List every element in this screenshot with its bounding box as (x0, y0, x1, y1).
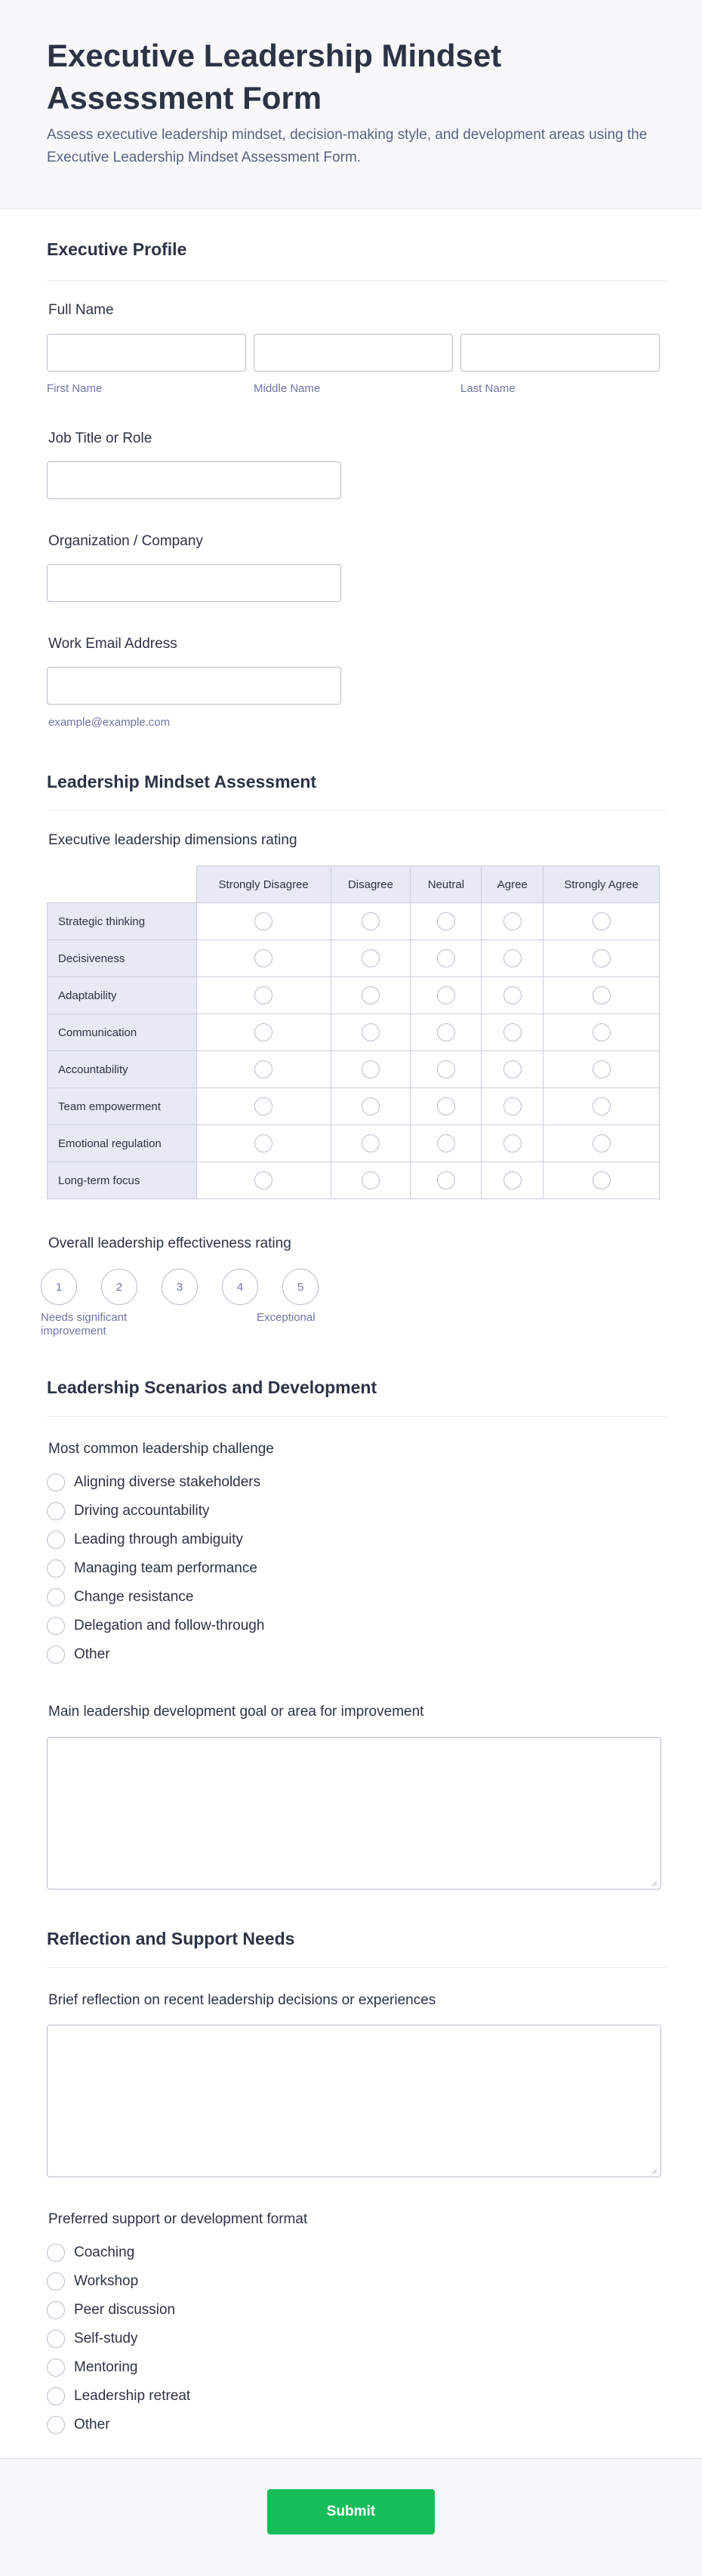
support-option[interactable] (47, 2411, 190, 2439)
rating-option-2[interactable]: 2 (101, 1269, 137, 1305)
matrix-label: Executive leadership dimensions rating (48, 832, 297, 848)
resize-grip-icon[interactable] (650, 2167, 657, 2174)
option-label: Change resistance (74, 1589, 194, 1605)
challenge-option[interactable] (47, 1612, 264, 1640)
matrix-row (48, 977, 660, 1014)
support-option[interactable] (47, 2296, 190, 2325)
option-label: Peer discussion (74, 2302, 176, 2318)
radio-circle[interactable] (47, 1559, 65, 1578)
form-subtitle: Assess executive leadership mindset, decision-making style, and development areas using the Executive Leadership Mindset Assessment Form. (47, 127, 648, 165)
matrix-radio[interactable] (254, 949, 272, 967)
rating-option-5[interactable]: 5 (282, 1269, 319, 1305)
section-header-mindset (47, 754, 667, 811)
challenge-option[interactable] (47, 1583, 264, 1612)
matrix-radio[interactable] (437, 949, 455, 967)
middle-name-sublabel: Middle Name (254, 382, 321, 395)
matrix-cell (482, 903, 543, 940)
matrix-radio[interactable] (254, 1134, 272, 1152)
matrix-radio[interactable] (254, 1171, 272, 1189)
matrix-row-label: Accountability (48, 1051, 197, 1088)
matrix-row-label: Communication (48, 1014, 197, 1051)
matrix-cell (543, 1125, 660, 1162)
matrix-col-agree: Agree (482, 866, 543, 903)
support-option[interactable] (47, 2267, 190, 2296)
matrix-col-strongly-disagree: Strongly Disagree (196, 866, 331, 903)
rating-low-label: Needs significant improvement (41, 1311, 128, 1337)
option-label: Coaching (74, 2244, 135, 2260)
first-name-sublabel: First Name (47, 382, 103, 395)
matrix-cell (196, 1162, 331, 1199)
matrix-radio[interactable] (593, 1097, 611, 1115)
support-option[interactable] (47, 2325, 190, 2353)
matrix-cell (411, 903, 482, 940)
reflection-label: Brief reflection on recent leadership decisions or experiences (48, 1992, 436, 2008)
matrix-cell (331, 903, 411, 940)
last-name-sublabel: Last Name (460, 382, 516, 395)
matrix-cell (482, 1125, 543, 1162)
matrix-row (48, 1162, 660, 1199)
matrix-radio[interactable] (254, 986, 272, 1004)
email-input[interactable] (47, 667, 341, 705)
submit-button[interactable]: Submit (267, 2489, 435, 2534)
matrix-radio[interactable] (503, 1171, 522, 1189)
matrix-radio[interactable] (437, 1023, 455, 1041)
radio-circle[interactable] (47, 2244, 65, 2262)
form-footer (0, 2458, 702, 2576)
matrix-cell (482, 1088, 543, 1125)
matrix-radio[interactable] (593, 1060, 611, 1078)
section-header-scenarios (47, 1359, 667, 1417)
radio-circle[interactable] (47, 1473, 65, 1492)
radio-circle[interactable] (47, 2416, 65, 2434)
matrix-cell (196, 1014, 331, 1051)
option-label: Driving accountability (74, 1503, 210, 1519)
matrix-radio[interactable] (503, 912, 522, 930)
matrix-cell (482, 1162, 543, 1199)
support-option[interactable] (47, 2238, 190, 2267)
resize-grip-icon[interactable] (650, 1879, 657, 1886)
matrix-row (48, 1051, 660, 1088)
matrix-cell (196, 940, 331, 977)
option-label: Leadership retreat (74, 2388, 191, 2404)
matrix-radio[interactable] (437, 986, 455, 1004)
matrix-cell (331, 1088, 411, 1125)
matrix-radio[interactable] (254, 1060, 272, 1078)
radio-circle[interactable] (47, 1617, 65, 1635)
matrix-cell (331, 1051, 411, 1088)
matrix-radio[interactable] (593, 912, 611, 930)
matrix-radio[interactable] (437, 1171, 455, 1189)
rating-option-1[interactable]: 1 (41, 1269, 77, 1305)
last-name-input[interactable] (460, 334, 660, 372)
section-title-reflection: Reflection and Support Needs (47, 1929, 295, 1948)
challenge-option[interactable] (47, 1468, 264, 1497)
job-title-input[interactable] (47, 461, 341, 499)
matrix-radio[interactable] (503, 1097, 522, 1115)
full-name-label: Full Name (48, 302, 114, 318)
option-label: Other (74, 2417, 110, 2433)
matrix-radio[interactable] (254, 1023, 272, 1041)
rating-option-4[interactable]: 4 (222, 1269, 258, 1305)
full-name-group (47, 334, 660, 395)
matrix-radio[interactable] (254, 1097, 272, 1115)
challenge-label: Most common leadership challenge (48, 1441, 274, 1457)
matrix-row-label: Team empowerment (48, 1088, 197, 1125)
section-title-profile: Executive Profile (47, 239, 187, 259)
section-header-profile (47, 219, 667, 281)
leadership-matrix (47, 865, 660, 1199)
matrix-cell (411, 1014, 482, 1051)
radio-circle[interactable] (47, 2272, 65, 2291)
matrix-radio[interactable] (362, 986, 380, 1004)
organization-input[interactable] (47, 564, 341, 602)
email-hint: example@example.com (48, 716, 171, 729)
matrix-row-label: Long-term focus (48, 1162, 197, 1199)
matrix-cell (543, 1014, 660, 1051)
goal-label: Main leadership development goal or area for improvement (48, 1704, 424, 1720)
support-option[interactable] (47, 2353, 190, 2382)
matrix-cell (411, 977, 482, 1014)
matrix-cell (543, 1088, 660, 1125)
support-label: Preferred support or development format (48, 2211, 308, 2227)
option-label: Managing team performance (74, 1560, 257, 1576)
matrix-cell (482, 1014, 543, 1051)
matrix-row (48, 1014, 660, 1051)
matrix-cell (196, 1051, 331, 1088)
matrix-row (48, 1088, 660, 1125)
option-label: Leading through ambiguity (74, 1532, 243, 1547)
matrix-cell (196, 977, 331, 1014)
challenge-option[interactable] (47, 1526, 264, 1554)
email-label: Work Email Address (48, 636, 177, 652)
option-label: Mentoring (74, 2359, 138, 2375)
challenge-option[interactable] (47, 1497, 264, 1526)
matrix-radio[interactable] (593, 986, 611, 1004)
middle-name-input[interactable] (254, 334, 453, 372)
matrix-cell (331, 1125, 411, 1162)
rating-scale (41, 1269, 319, 1305)
radio-circle[interactable] (47, 2359, 65, 2377)
form-header (0, 0, 702, 209)
matrix-cell (331, 977, 411, 1014)
goal-textarea[interactable] (47, 1737, 661, 1890)
matrix-cell (482, 940, 543, 977)
matrix-radio[interactable] (362, 949, 380, 967)
matrix-radio[interactable] (437, 1134, 455, 1152)
radio-circle[interactable] (47, 1646, 65, 1664)
matrix-radio[interactable] (254, 912, 272, 930)
form-title: Executive Leadership Mindset Assessment Form (47, 38, 502, 116)
radio-circle[interactable] (47, 1502, 65, 1520)
matrix-radio[interactable] (593, 1171, 611, 1189)
first-name-input[interactable] (47, 334, 246, 372)
radio-circle[interactable] (47, 2330, 65, 2348)
matrix-col-strongly-agree: Strongly Agree (543, 866, 660, 903)
matrix-radio[interactable] (362, 1171, 380, 1189)
matrix-radio[interactable] (362, 1023, 380, 1041)
matrix-cell (482, 977, 543, 1014)
matrix-row (48, 940, 660, 977)
matrix-cell (543, 903, 660, 940)
matrix-cell (543, 1162, 660, 1199)
matrix-radio[interactable] (593, 1134, 611, 1152)
matrix-cell (331, 1014, 411, 1051)
matrix-radio[interactable] (503, 1134, 522, 1152)
organization-label: Organization / Company (48, 533, 203, 549)
option-label: Other (74, 1646, 110, 1662)
reflection-textarea[interactable] (47, 2025, 661, 2177)
matrix-cell (543, 940, 660, 977)
challenge-options (47, 1468, 264, 1669)
matrix-radio[interactable] (362, 912, 380, 930)
radio-circle[interactable] (47, 1531, 65, 1549)
section-title-mindset: Leadership Mindset Assessment (47, 772, 317, 791)
section-title-scenarios: Leadership Scenarios and Development (47, 1377, 377, 1397)
challenge-option[interactable] (47, 1554, 264, 1583)
matrix-row (48, 903, 660, 940)
matrix-cell (411, 1162, 482, 1199)
option-label: Aligning diverse stakeholders (74, 1474, 261, 1490)
radio-circle[interactable] (47, 1588, 65, 1606)
matrix-row (48, 1125, 660, 1162)
rating-label: Overall leadership effectiveness rating (48, 1236, 291, 1251)
radio-circle[interactable] (47, 2387, 65, 2405)
matrix-radio[interactable] (362, 1060, 380, 1078)
matrix-radio[interactable] (362, 1134, 380, 1152)
matrix-row-label: Strategic thinking (48, 903, 197, 940)
matrix-radio[interactable] (503, 1023, 522, 1041)
matrix-cell (196, 903, 331, 940)
matrix-col-disagree: Disagree (331, 866, 411, 903)
matrix-cell (482, 1051, 543, 1088)
matrix-cell (543, 1051, 660, 1088)
challenge-option[interactable] (47, 1640, 264, 1669)
support-option[interactable] (47, 2382, 190, 2411)
matrix-cell (411, 940, 482, 977)
rating-high-label: Exceptional (257, 1311, 316, 1324)
matrix-radio[interactable] (437, 1097, 455, 1115)
matrix-cell (331, 1162, 411, 1199)
option-label: Workshop (74, 2273, 139, 2289)
matrix-radio[interactable] (593, 949, 611, 967)
matrix-col-neutral: Neutral (411, 866, 482, 903)
job-title-label: Job Title or Role (48, 430, 152, 446)
matrix-radio[interactable] (593, 1023, 611, 1041)
radio-circle[interactable] (47, 2301, 65, 2319)
rating-option-3[interactable]: 3 (162, 1269, 198, 1305)
matrix-cell (543, 977, 660, 1014)
support-options (47, 2238, 190, 2439)
option-label: Self-study (74, 2331, 138, 2346)
option-label: Delegation and follow-through (74, 1618, 265, 1634)
matrix-corner (48, 866, 197, 903)
matrix-radio[interactable] (503, 986, 522, 1004)
matrix-row-label: Adaptability (48, 977, 197, 1014)
matrix-radio[interactable] (503, 949, 522, 967)
section-header-reflection (47, 1911, 667, 1968)
matrix-radio[interactable] (437, 1060, 455, 1078)
matrix-row-label: Emotional regulation (48, 1125, 197, 1162)
matrix-cell (196, 1125, 331, 1162)
matrix-radio[interactable] (362, 1097, 380, 1115)
matrix-cell (331, 940, 411, 977)
matrix-row-label: Decisiveness (48, 940, 197, 977)
matrix-radio[interactable] (503, 1060, 522, 1078)
matrix-cell (196, 1088, 331, 1125)
matrix-radio[interactable] (437, 912, 455, 930)
matrix-cell (411, 1051, 482, 1088)
matrix-cell (411, 1088, 482, 1125)
matrix-cell (411, 1125, 482, 1162)
